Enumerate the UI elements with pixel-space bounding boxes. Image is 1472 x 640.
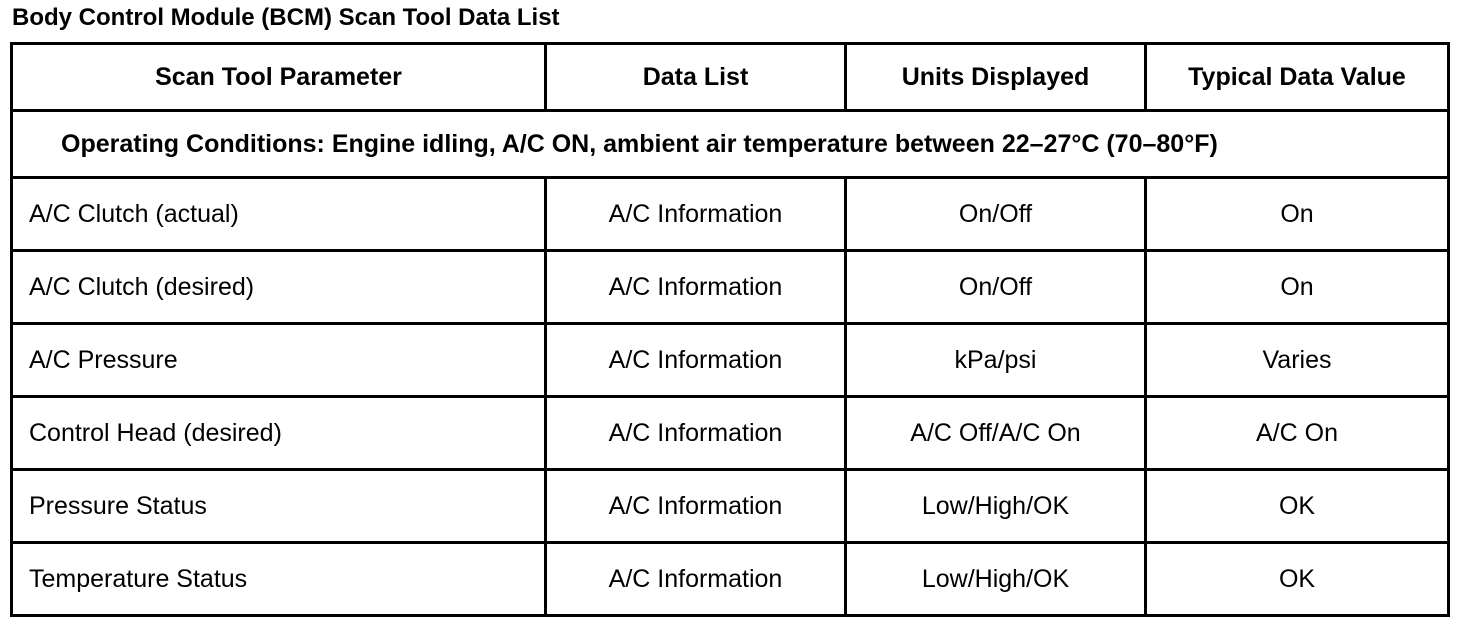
units-cell: Low/High/OK (846, 470, 1146, 543)
data-list-cell: A/C Information (546, 543, 846, 616)
parameter-cell: A/C Clutch (actual) (12, 178, 546, 251)
table-row (12, 178, 1449, 251)
table-row (12, 251, 1449, 324)
parameter-cell: Control Head (desired) (12, 397, 546, 470)
header-typical-data-value: Typical Data Value (1146, 44, 1449, 111)
header-data-list: Data List (546, 44, 846, 111)
typical-value-cell: On (1146, 251, 1449, 324)
data-list-cell: A/C Information (546, 324, 846, 397)
header-scan-tool-parameter: Scan Tool Parameter (12, 44, 546, 111)
typical-value-cell: OK (1146, 470, 1449, 543)
typical-value-cell: A/C On (1146, 397, 1449, 470)
scan-tool-data-table (10, 42, 1450, 617)
units-cell: A/C Off/A/C On (846, 397, 1146, 470)
table-row (12, 324, 1449, 397)
header-units-displayed: Units Displayed (846, 44, 1146, 111)
typical-value-cell: OK (1146, 543, 1449, 616)
typical-value-cell: Varies (1146, 324, 1449, 397)
typical-value-cell: On (1146, 178, 1449, 251)
units-cell: On/Off (846, 251, 1146, 324)
table-row (12, 470, 1449, 543)
operating-conditions: Operating Conditions: Engine idling, A/C ON, ambient air temperature between 22–27°C (70–80°F) (12, 111, 1449, 178)
table-row (12, 543, 1449, 616)
operating-conditions-row (12, 111, 1449, 178)
data-list-cell: A/C Information (546, 251, 846, 324)
data-list-cell: A/C Information (546, 470, 846, 543)
table-header-row (12, 44, 1449, 111)
parameter-cell: A/C Clutch (desired) (12, 251, 546, 324)
parameter-cell: Temperature Status (12, 543, 546, 616)
units-cell: kPa/psi (846, 324, 1146, 397)
data-list-cell: A/C Information (546, 397, 846, 470)
data-list-cell: A/C Information (546, 178, 846, 251)
parameter-cell: A/C Pressure (12, 324, 546, 397)
table-row (12, 397, 1449, 470)
parameter-cell: Pressure Status (12, 470, 546, 543)
units-cell: Low/High/OK (846, 543, 1146, 616)
units-cell: On/Off (846, 178, 1146, 251)
document-title: Body Control Module (BCM) Scan Tool Data List (12, 4, 560, 31)
